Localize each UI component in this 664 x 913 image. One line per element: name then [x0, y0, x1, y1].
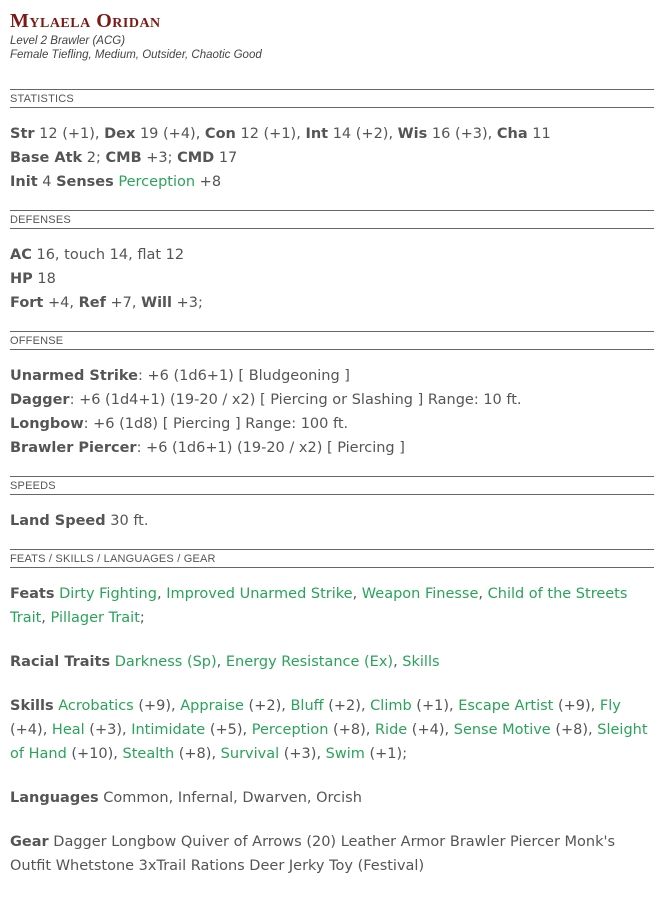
con-value: 12 (+1),	[235, 126, 306, 142]
feat-separator: ,	[156, 586, 167, 602]
skill-link[interactable]: Perception	[251, 722, 329, 738]
init-label: Init	[10, 174, 38, 190]
character-name: Mylaela Oridan	[10, 10, 161, 32]
wis-value: 16 (+3),	[427, 126, 497, 142]
racial-trait-link[interactable]: Darkness (Sp)	[114, 654, 217, 670]
perception-value: +8	[195, 174, 222, 190]
attack-row	[10, 364, 654, 388]
speed-line	[10, 509, 654, 533]
skill-link[interactable]: Ride	[374, 722, 408, 738]
skill-separator: (+3),	[279, 746, 326, 762]
cha-value: 11	[527, 126, 551, 142]
attack-row	[10, 388, 654, 412]
feat-separator: ,	[41, 610, 51, 626]
int-value: 14 (+2),	[328, 126, 398, 142]
feat-link[interactable]: Weapon Finesse	[361, 586, 479, 602]
cmd-value: 17	[214, 150, 238, 166]
racial-trait-link[interactable]: Energy Resistance (Ex)	[225, 654, 394, 670]
ref-value: +7,	[105, 295, 142, 311]
str-value: 12 (+1),	[34, 126, 105, 142]
cmb-value: +3;	[141, 150, 178, 166]
skill-link[interactable]: Heal	[51, 722, 85, 738]
init-value: 4	[37, 174, 57, 190]
ac-label: AC	[10, 247, 32, 263]
attack-detail: : +6 (1d6+1) (19-20 / x2) [ Piercing ]	[136, 440, 405, 456]
gear-value: Dagger Longbow Quiver of Arrows (20) Leather Armor Brawler Piercer Monk's Outfit Whetstone 3xTrail Rations Deer Jerky Toy (Festival)	[10, 834, 616, 874]
skills-line	[10, 694, 654, 766]
cha-label: Cha	[496, 126, 528, 142]
attack-detail: : +6 (1d6+1) [ Bludgeoning ]	[138, 368, 350, 384]
feat-link[interactable]: Pillager Trait	[50, 610, 140, 626]
wis-label: Wis	[397, 126, 428, 142]
ac-line	[10, 243, 654, 267]
skill-separator: (+2),	[323, 698, 371, 714]
skill-link[interactable]: Acrobatics	[58, 698, 134, 714]
skill-separator: (+2),	[243, 698, 291, 714]
feat-separator: ,	[352, 586, 362, 602]
combat-stats	[10, 146, 654, 170]
land-speed-label: Land Speed	[10, 513, 106, 529]
cmb-label: CMB	[105, 150, 142, 166]
skill-link[interactable]: Sleight of Hand	[10, 722, 648, 762]
skill-link[interactable]: Stealth	[122, 746, 175, 762]
languages-value: Common, Infernal, Dwarven, Orcish	[98, 790, 362, 806]
fort-label: Fort	[10, 295, 44, 311]
init-senses	[10, 170, 654, 194]
feat-separator: ,	[478, 586, 488, 602]
skill-link[interactable]: Fly	[599, 698, 621, 714]
attack-name: Unarmed Strike	[10, 368, 138, 384]
ac-value: 16, touch 14, flat 12	[31, 247, 185, 263]
will-value: +3;	[172, 295, 203, 311]
feats-section	[10, 568, 654, 878]
attack-row	[10, 412, 654, 436]
attack-row	[10, 436, 654, 460]
dex-label: Dex	[104, 126, 136, 142]
attack-detail: : +6 (1d4+1) (19-20 / x2) [ Piercing or Slashing ] Range: 10 ft.	[69, 392, 522, 408]
languages-label: Languages	[10, 790, 99, 806]
hp-line	[10, 267, 654, 291]
attack-name: Longbow	[10, 416, 84, 432]
defenses-header: DEFENSES	[10, 210, 654, 229]
skill-link[interactable]: Swim	[325, 746, 365, 762]
offense-section	[10, 350, 654, 460]
land-speed-value: 30 ft.	[105, 513, 149, 529]
gear-line	[10, 830, 654, 878]
skill-separator: (+8),	[328, 722, 375, 738]
skill-separator: (+9),	[133, 698, 181, 714]
skill-link[interactable]: Climb	[370, 698, 412, 714]
feat-link[interactable]: Improved Unarmed Strike	[166, 586, 353, 602]
fort-value: +4,	[43, 295, 79, 311]
statistics-header: STATISTICS	[10, 89, 654, 108]
feat-link[interactable]: Dirty Fighting	[59, 586, 157, 602]
will-label: Will	[141, 295, 172, 311]
racial-trait-separator: ,	[216, 654, 226, 670]
speeds-section	[10, 495, 654, 533]
racial-trait-separator: ,	[393, 654, 403, 670]
skill-link[interactable]: Survival	[220, 746, 280, 762]
feats-header: FEATS / SKILLS / LANGUAGES / GEAR	[10, 549, 654, 568]
skill-separator: (+4),	[407, 722, 454, 738]
gear-label: Gear	[10, 834, 49, 850]
feat-separator: ;	[139, 610, 145, 626]
skill-separator: (+1);	[364, 746, 408, 762]
statistics-section	[10, 108, 654, 194]
skill-separator: (+8),	[550, 722, 598, 738]
ability-scores	[10, 122, 654, 146]
skills-label: Skills	[10, 698, 54, 714]
con-label: Con	[204, 126, 236, 142]
feat-link[interactable]: Child of the Streets Trait	[10, 586, 628, 626]
skill-separator: (+4),	[10, 722, 52, 738]
attack-name: Brawler Piercer	[10, 440, 137, 456]
racial-trait-link[interactable]: Skills	[402, 654, 440, 670]
skill-link[interactable]: Sense Motive	[453, 722, 551, 738]
skill-link[interactable]: Appraise	[180, 698, 244, 714]
racial-traits-line	[10, 650, 654, 674]
saves-line	[10, 291, 654, 315]
skill-separator: (+8),	[174, 746, 221, 762]
int-label: Int	[305, 126, 329, 142]
senses-label: Senses	[56, 174, 114, 190]
feats-line	[10, 582, 654, 630]
skill-link[interactable]: Bluff	[290, 698, 324, 714]
skill-link[interactable]: Escape Artist	[458, 698, 554, 714]
cmd-label: CMD	[177, 150, 215, 166]
ref-label: Ref	[78, 295, 106, 311]
race-line: Female Tiefling, Medium, Outsider, Chaotic Good	[10, 49, 262, 61]
skill-separator: (+10),	[66, 746, 123, 762]
offense-header: OFFENSE	[10, 331, 654, 350]
base-atk-value: 2;	[82, 150, 106, 166]
str-label: Str	[10, 126, 35, 142]
attack-detail: : +6 (1d8) [ Piercing ] Range: 100 ft.	[83, 416, 349, 432]
skill-separator: (+1),	[411, 698, 459, 714]
skill-separator: (+9),	[553, 698, 600, 714]
skill-separator: (+5),	[205, 722, 252, 738]
hp-value: 18	[32, 271, 56, 287]
hp-label: HP	[10, 271, 33, 287]
class-line: Level 2 Brawler (ACG)	[10, 35, 126, 47]
base-atk-label: Base Atk	[10, 150, 83, 166]
dex-value: 19 (+4),	[135, 126, 205, 142]
defenses-section	[10, 229, 654, 315]
skill-separator: (+3),	[84, 722, 132, 738]
skill-link[interactable]: Intimidate	[131, 722, 206, 738]
racial-traits-label: Racial Traits	[10, 654, 111, 670]
feats-label: Feats	[10, 586, 55, 602]
languages-line	[10, 786, 654, 810]
speeds-header: SPEEDS	[10, 476, 654, 495]
perception-link[interactable]: Perception	[118, 174, 196, 190]
attack-name: Dagger	[10, 392, 70, 408]
